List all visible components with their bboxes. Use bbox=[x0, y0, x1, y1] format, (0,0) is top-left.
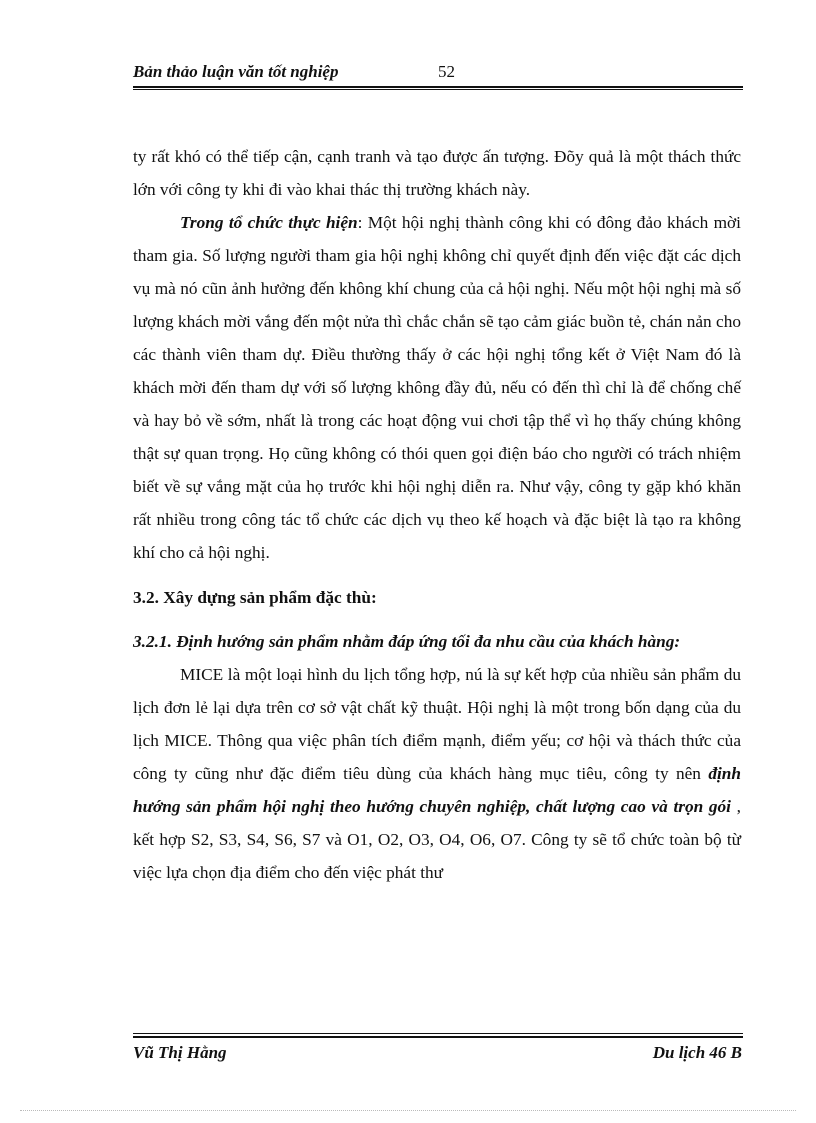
paragraph-1: ty rất khó có thể tiếp cận, cạnh tranh và tạo được ấn tượng. Đõy quả là một thách thức lớn với công ty khi đi vào khai thác thị trường khách này. bbox=[133, 147, 741, 199]
paragraph-2-text: : Một hội nghị thành công khi có đông đảo khách mời tham gia. Số lượng người tham gia hội nghị không chỉ quyết định đến việc đặt các dịch vụ mà nó cũn ảnh hưởng đến không khí chung của cả hội nghị. Nếu một hội nghị mà số lượng khách mời vắng đến một nửa thì chắc chắn sẽ tạo cảm giác buồn tẻ, chán nản cho các thành viên tham dự. Điều thường thấy ở các hội nghị tổng kết ở Việt Nam đó là khách mời đến tham dự với số lượng không đầy đủ, nếu có đến thì chỉ là để chống chế và hay bỏ về sớm, nhất là trong các hoạt động vui chơi tập thể vì họ thấy chúng không thật sự quan trọng. Họ cũng không có thói quen gọi điện báo cho người có trách nhiệm biết về sự vắng mặt của họ trước khi hội nghị diễn ra. Như vậy, công ty gặp khó khăn rất nhiều trong công tác tổ chức các dịch vụ theo kế hoạch và đặc biệt là tạo ra không khí cho cả hội nghị. bbox=[133, 213, 741, 562]
page-edge-dots bbox=[20, 1110, 796, 1111]
paragraph-3-text-a: MICE là một loại hình du lịch tổng hợp, nú là sự kết hợp của nhiều sản phẩm du lịch đơn lẻ lại dựa trên cơ sở vật chất kỹ thuật. Hội nghị là một trong bốn dạng của du lịch MICE. Thông qua việc phân tích điểm mạnh, điểm yếu; cơ hội và thách thức của công ty cũng như đặc điểm tiêu dùng của khách hàng mục tiêu, công ty nên bbox=[133, 665, 741, 783]
header-title: Bản thảo luận văn tốt nghiệp bbox=[133, 62, 339, 81]
header-rule bbox=[133, 86, 743, 88]
footer-rule bbox=[133, 1036, 743, 1038]
footer-rule-thin bbox=[133, 1033, 743, 1034]
body-text bbox=[133, 140, 741, 889]
footer-class: Du lịch 46 B bbox=[652, 1043, 742, 1062]
footer-author: Vũ Thị Hằng bbox=[133, 1043, 227, 1062]
section-heading: 3.2. Xây dựng sản phẩm đặc thù: bbox=[133, 588, 377, 607]
page-number: 52 bbox=[438, 62, 455, 81]
header-rule-thin bbox=[133, 89, 743, 90]
page-header bbox=[133, 62, 743, 86]
paragraph-3-text-b: , kết hợp S2, S3, S4, S6, S7 và O1, O2, O3, O4, O6, O7. Công ty sẽ tổ chức toàn bộ từ việc lựa chọn địa điểm cho đến việc phát thư bbox=[133, 797, 741, 882]
paragraph-2 bbox=[133, 206, 741, 569]
subsection-heading: 3.2.1. Định hướng sản phẩm nhằm đáp ứng tối đa nhu cầu của khách hàng: bbox=[133, 632, 681, 651]
paragraph-2-lead: Trong tổ chức thực hiện bbox=[180, 213, 358, 232]
paragraph-3 bbox=[133, 658, 741, 889]
paragraph-3-emphasis: định hướng sản phẩm hội nghị theo hướng chuyên nghiệp, chất lượng cao và trọn gói bbox=[133, 764, 741, 816]
